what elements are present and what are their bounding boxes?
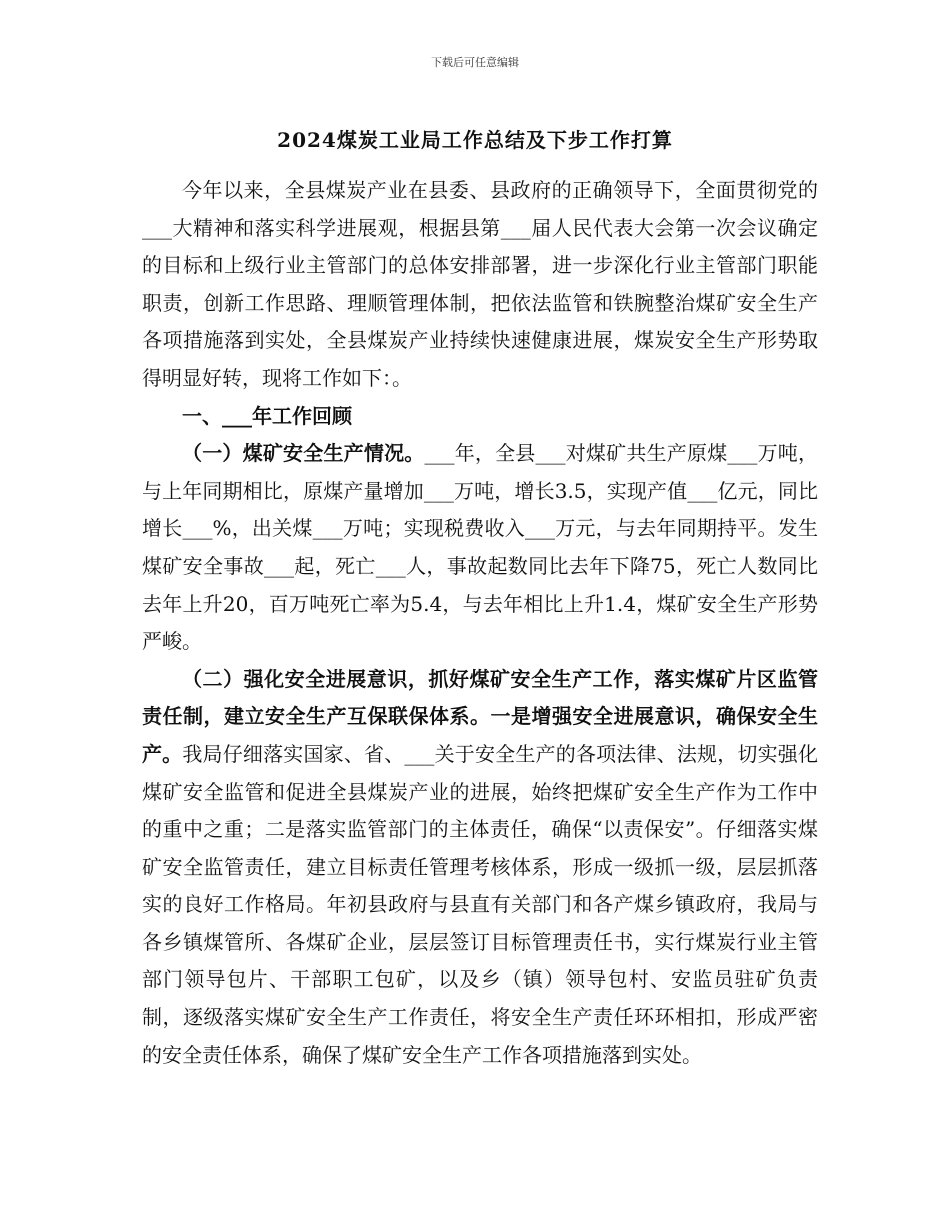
subsection-2-lead: （二）强化安全进展意识，抓好煤矿安全生产工作，落实煤矿片区监管责任制，建立安全生产互保联保体系。一是增强安全进展意识，确保安全生产。: [142, 666, 818, 766]
subsection-1-paragraph: [142, 435, 818, 661]
section-heading: 一、___年工作回顾: [182, 403, 352, 428]
subsection-2-body: 我局仔细落实国家、省、___关于安全生产的各项法律、法规，切实强化煤矿安全监管和促进全县煤炭产业的进展，始终把煤矿安全生产作为工作中的重中之重；二是落实监管部门的主体责任，确保“以责保安”。仔细落实煤矿安全监管责任，建立目标责任管理考核体系，形成一级抓一级，层层抓落实的良好工作格局。年初县政府与县直有关部门和各产煤乡镇政府，我局与各乡镇煤管所、各煤矿企业，层层签订目标管理责任书，实行煤炭行业主管部门领导包片、干部职工包矿，以及乡（镇）领导包村、安监员驻矿负责制，逐级落实煤矿安全生产工作责任，将安全生产责任环环相扣，形成严密的安全责任体系，确保了煤矿安全生产工作各项措施落到实处。: [142, 741, 818, 1067]
intro-paragraph: 今年以来，全县煤炭产业在县委、县政府的正确领导下，全面贯彻党的___大精神和落实科学进展观，根据县第___届人民代表大会第一次会议确定的目标和上级行业主管部门的总体安排部署，进一步深化行业主管部门职能职责，创新工作思路、理顺管理体制，把依法监管和铁腕整治煤矿安全生产各项措施落到实处，全县煤炭产业持续快速健康进展，煤炭安全生产形势取得明显好转，现将工作如下：。: [142, 178, 818, 390]
subsection-1-lead: （一）煤矿安全生产情况。: [182, 441, 425, 466]
document-title: 2024煤炭工业局工作总结及下步工作打算: [277, 128, 673, 152]
document-body: [142, 172, 818, 1074]
download-note: 下载后可任意编辑: [431, 56, 519, 69]
subsection-1-body: ___年，全县___对煤矿共生产原煤___万吨，与上年同期相比，原煤产量增加___万吨，增长3.5，实现产值___亿元，同比增长___%，出关煤___万吨；实现税费收入___万元，与去年同期持平。发生煤矿安全事故___起，死亡___人，事故起数同比去年下降75，死亡人数同比去年上升20，百万吨死亡率为5.4，与去年相比上升1.4，煤矿安全生产形势严峻。: [142, 441, 819, 654]
subsection-2-paragraph: [142, 661, 818, 1075]
